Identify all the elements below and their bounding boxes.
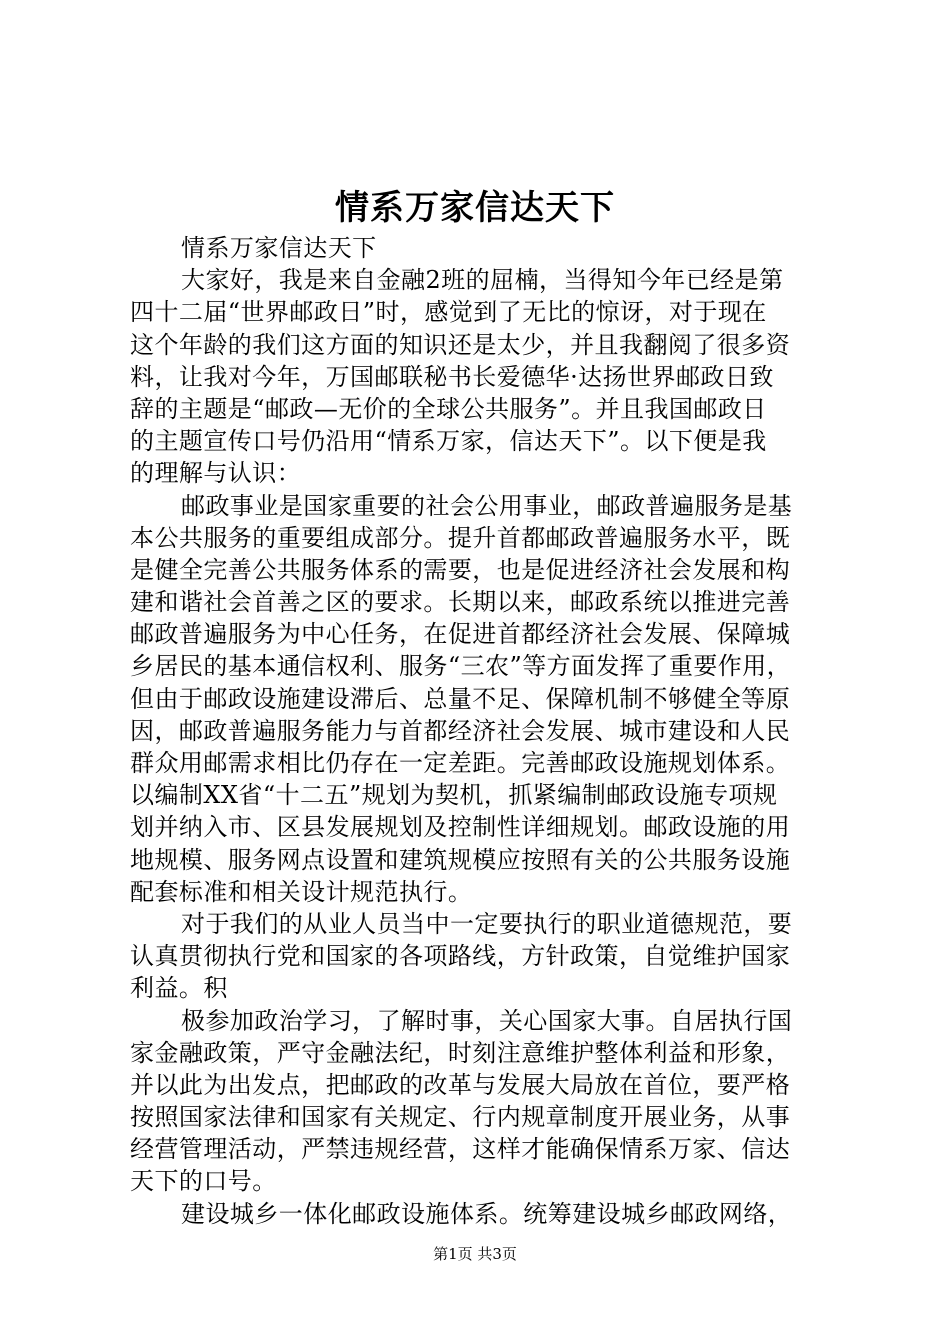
text-line: 的理解与认识： (130, 459, 302, 488)
text-line: 这个年龄的我们这方面的知识还是太少，并且我翻阅了很多资 (130, 330, 791, 359)
text-line: 天下的口号。 (130, 1167, 277, 1196)
text-line: 的主题宣传口号仍沿用“情系万家，信达天下”。以下便是我 (130, 427, 767, 456)
text-line: 因，邮政普遍服务能力与首都经济社会发展、城市建设和人民 (130, 716, 791, 745)
text-line: 认真贯彻执行党和国家的各项路线，方针政策，自觉维护国家 (130, 942, 791, 971)
text-line: 以编制XX省“十二五”规划为契机，抓紧编制邮政设施专项规 (130, 781, 778, 810)
text-line: 辞的主题是“邮政—无价的全球公共服务”。并且我国邮政日 (130, 394, 767, 423)
text-line: 本公共服务的重要组成部分。提升首都邮政普遍服务水平，既 (130, 523, 791, 552)
text-line: 家金融政策，严守金融法纪，时刻注意维护整体利益和形象， (130, 1038, 791, 1067)
text-line: 邮政事业是国家重要的社会公用事业，邮政普遍服务是基 (181, 491, 793, 520)
text-line: 建和谐社会首善之区的要求。长期以来，邮政系统以推进完善 (130, 588, 791, 617)
text-line: 并以此为出发点，把邮政的改革与发展大局放在首位，要严格 (130, 1070, 791, 1099)
text-line: 经营管理活动，严禁违规经营，这样才能确保情系万家、信达 (130, 1135, 791, 1164)
text-line: 划并纳入市、区县发展规划及控制性详细规划。邮政设施的用 (130, 813, 791, 842)
text-line: 对于我们的从业人员当中一定要执行的职业道德规范，要 (181, 909, 793, 938)
text-line: 料，让我对今年，万国邮联秘书长爱德华·达扬世界邮政日致 (130, 362, 774, 391)
text-line: 按照国家法律和国家有关规定、行内规章制度开展业务，从事 (130, 1103, 791, 1132)
document-body (130, 232, 830, 1230)
text-line: 利益。积 (130, 974, 228, 1003)
text-line: 邮政普遍服务为中心任务，在促进首都经济社会发展、保障城 (130, 620, 791, 649)
document-title: 情系万家信达天下 (335, 188, 615, 228)
text-line: 大家好，我是来自金融2班的屈楠，当得知今年已经是第 (181, 266, 784, 295)
text-line: 四十二届“世界邮政日”时，感觉到了无比的惊讶，对于现在 (130, 298, 767, 327)
text-line: 是健全完善公共服务体系的需要，也是促进经济社会发展和构 (130, 555, 791, 584)
text-line: 建设城乡一体化邮政设施体系。统筹建设城乡邮政网络， (181, 1199, 793, 1228)
text-line: 乡居民的基本通信权利、服务“三农”等方面发挥了重要作用， (130, 652, 792, 681)
page-number-footer: 第1页 共3页 (433, 1245, 517, 1263)
text-line: 极参加政治学习，了解时事，关心国家大事。自居执行国 (181, 1006, 793, 1035)
text-line: 但由于邮政设施建设滞后、总量不足、保障机制不够健全等原 (130, 684, 791, 713)
text-line: 群众用邮需求相比仍存在一定差距。完善邮政设施规划体系。 (130, 749, 791, 777)
text-line: 地规模、服务网点设置和建筑规模应按照有关的公共服务设施 (130, 845, 791, 874)
text-line: 配套标准和相关设计规范执行。 (130, 877, 473, 906)
text-line: 情系万家信达天下 (181, 234, 377, 262)
